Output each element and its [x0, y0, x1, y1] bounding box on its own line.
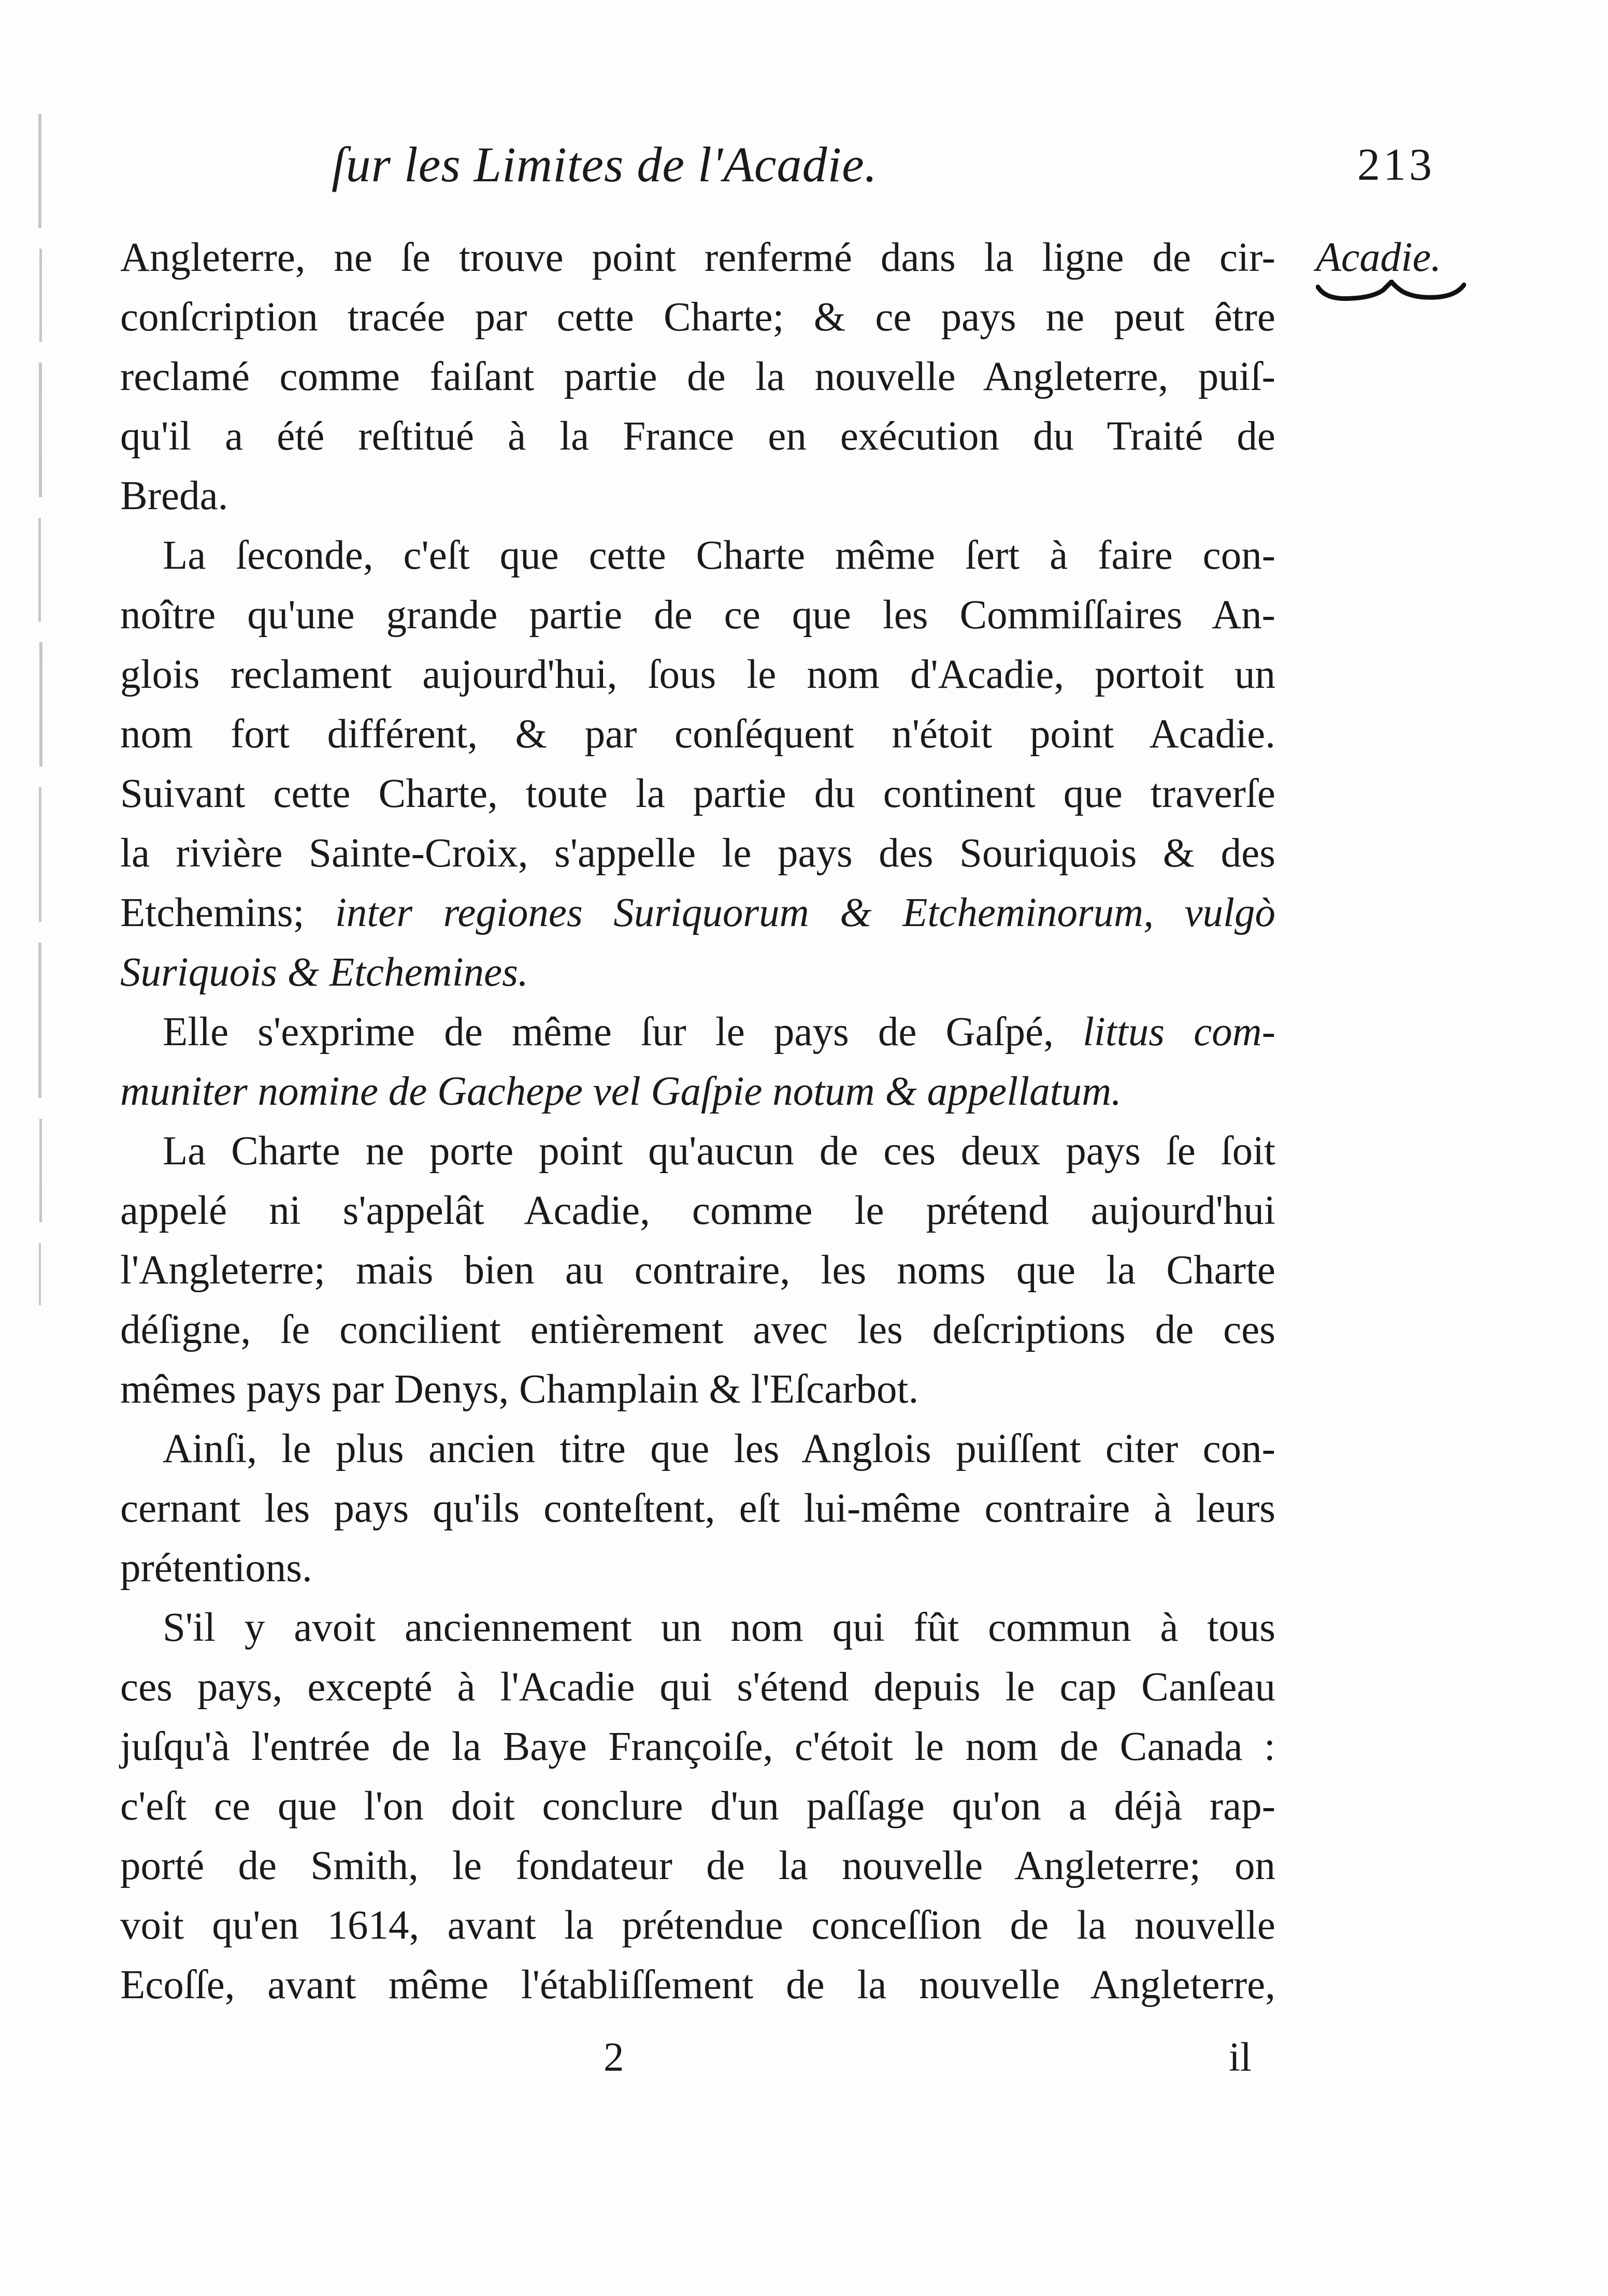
text-line: juſqu'à l'entrée de la Baye Françoiſe, c'étoit le nom de Canada :: [120, 1724, 1275, 1769]
margin-brace-icon: [1316, 280, 1466, 311]
text-line: porté de Smith, le fondateur de la nouvelle Angleterre; on: [120, 1843, 1275, 1888]
paragraph-2: [120, 526, 1275, 1002]
text-line: S'il y avoit anciennement un nom qui fût commun à tous: [163, 1605, 1275, 1650]
text-roman: Elle s'exprime de même ſur le pays de Gaſpé,: [163, 1009, 1083, 1055]
text-line: voit qu'en 1614, avant la prétendue conceſſion de la nouvelle: [120, 1903, 1275, 1948]
body-text: [120, 228, 1275, 2015]
catchword: il: [1229, 2035, 1252, 2080]
text-line: muniter nomine de Gachepe vel Gaſpie notum & appellatum.: [120, 1069, 1122, 1114]
text-italic: littus com-: [1082, 1009, 1276, 1055]
paragraph-5: [120, 1419, 1275, 1598]
text-line: Breda.: [120, 473, 228, 518]
text-line: c'eſt ce que l'on doit conclure d'un paſſage qu'on a déjà rap-: [120, 1784, 1275, 1829]
signature-mark: 2: [604, 2035, 624, 2080]
text-line: qu'il a été reſtitué à la France en exécution du Traité de: [120, 414, 1275, 459]
text-line: La Charte ne porte point qu'aucun de ces deux pays ſe ſoit: [163, 1129, 1275, 1174]
text-line: cernant les pays qu'ils conteſtent, eſt lui-même contraire à leurs: [120, 1486, 1275, 1531]
text-line: La ſeconde, c'eſt que cette Charte même ſert à faire con-: [163, 533, 1275, 578]
paragraph-3: [120, 1002, 1275, 1121]
text-line: Suivant cette Charte, toute la partie du continent que traverſe: [120, 771, 1275, 816]
page-number: 213: [1357, 140, 1435, 190]
paragraph-4: [120, 1121, 1275, 1419]
text-line-mixed: [120, 883, 1275, 943]
text-line: mêmes pays par Denys, Champlain & l'Eſcarbot.: [120, 1367, 919, 1412]
margin-note: Acadie.: [1316, 235, 1442, 280]
paragraph-6: [120, 1598, 1275, 2015]
text-line: Suriquois & Etchemines.: [120, 950, 528, 995]
text-line: Angleterre, ne ſe trouve point renfermé dans la ligne de cir-: [120, 235, 1275, 280]
text-line: noître qu'une grande partie de ce que les Commiſſaires An-: [120, 593, 1275, 638]
text-line: reclamé comme faiſant partie de la nouvelle Angleterre, puiſ-: [120, 354, 1275, 399]
text-line: déſigne, ſe concilient entièrement avec les deſcriptions de ces: [120, 1307, 1275, 1352]
text-line: appelé ni s'appelât Acadie, comme le prétend aujourd'hui: [120, 1188, 1275, 1233]
bleed-through-margin: [31, 93, 52, 1440]
text-line: l'Angleterre; mais bien au contraire, les noms que la Charte: [120, 1248, 1275, 1293]
text-roman: Etchemins;: [120, 890, 335, 935]
paragraph-1: [120, 228, 1275, 526]
text-line: Ecoſſe, avant même l'établiſſement de la nouvelle Angleterre,: [120, 1962, 1275, 2008]
text-line: glois reclament aujourd'hui, ſous le nom d'Acadie, portoit un: [120, 652, 1275, 697]
text-line: ces pays, excepté à l'Acadie qui s'étend depuis le cap Canſeau: [120, 1665, 1275, 1710]
text-line: conſcription tracée par cette Charte; & ce pays ne peut être: [120, 295, 1275, 340]
text-line: la rivière Sainte-Croix, s'appelle le pays des Souriquois & des: [120, 831, 1275, 876]
text-italic: inter regiones Suriquorum & Etcheminorum, vulgò: [335, 890, 1275, 935]
text-line: nom fort différent, & par conſéquent n'étoit point Acadie.: [120, 712, 1275, 757]
running-title: ſur les Limites de l'Acadie.: [332, 137, 878, 192]
text-line-mixed: [120, 1002, 1275, 1062]
text-line: prétentions.: [120, 1546, 312, 1591]
text-line: Ainſi, le plus ancien titre que les Anglois puiſſent citer con-: [163, 1426, 1275, 1471]
